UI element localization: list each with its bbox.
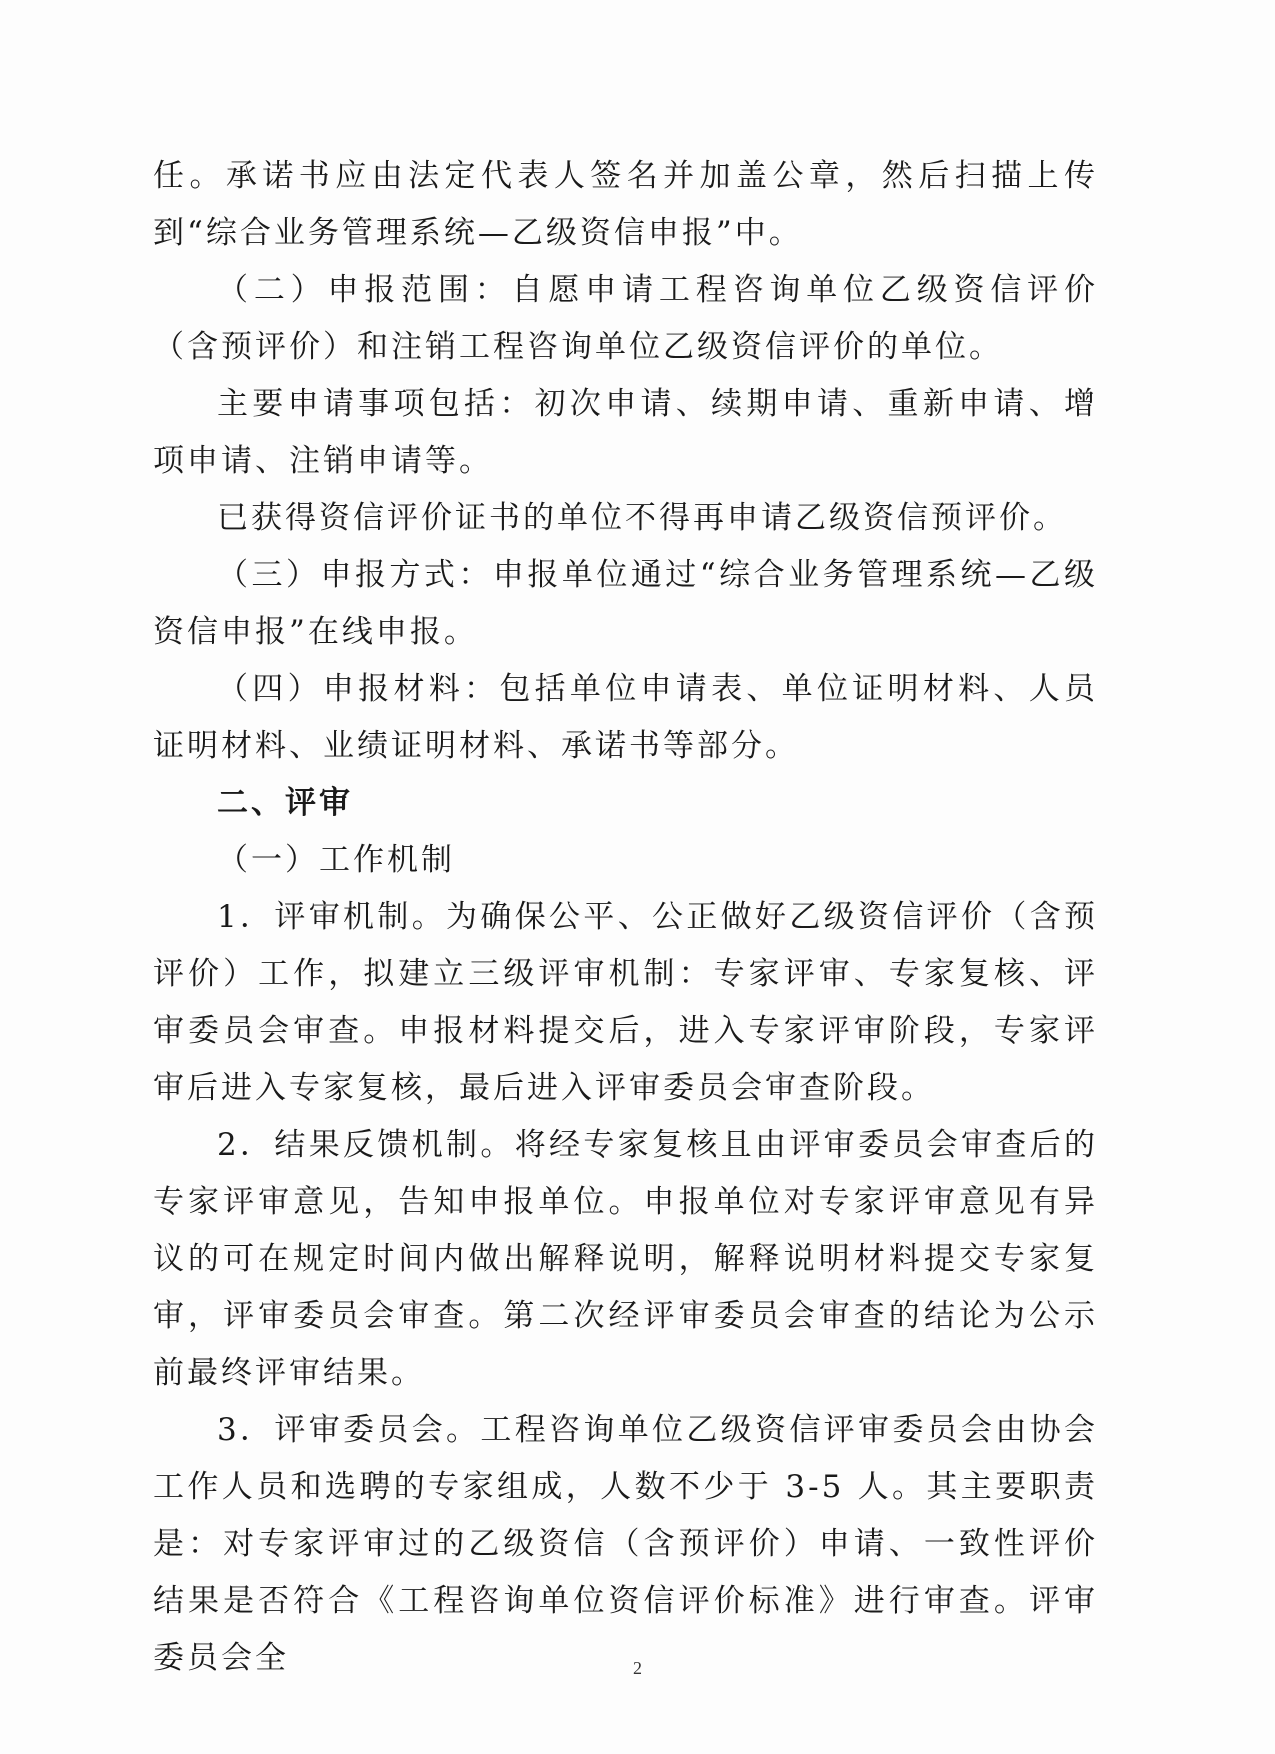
- paragraph-review-committee: 3．评审委员会。工程咨询单位乙级资信评审委员会由协会工作人员和选聘的专家组成，人数不少于 3-5 人。其主要职责是：对专家评审过的乙级资信（含预评价）申请、一致性评价结果是否符合《工程咨询单位资信评价标准》进行审查。评审委员会全: [153, 1412, 1098, 1676]
- paragraph-application-method: （三）申报方式：申报单位通过“综合业务管理系统—乙级资信申报”在线申报。: [153, 557, 1098, 650]
- paragraph-review-mechanism: 1．评审机制。为确保公平、公正做好乙级资信评价（含预评价）工作，拟建立三级评审机制：专家评审、专家复核、评审委员会审查。申报材料提交后，进入专家评审阶段，专家评审后进入专家复核，最后进入评审委员会审查阶段。: [153, 899, 1098, 1106]
- paragraph-certificate-restriction: 已获得资信评价证书的单位不得再申请乙级资信预评价。: [217, 500, 1067, 536]
- page-number: 2: [633, 1658, 642, 1678]
- paragraph-feedback-mechanism: 2．结果反馈机制。将经专家复核且由评审委员会审查后的专家评审意见，告知申报单位。申报单位对专家评审意见有异议的可在规定时间内做出解释说明，解释说明材料提交专家复审，评审委员会审查。第二次经评审委员会审查的结论为公示前最终评审结果。: [153, 1127, 1098, 1391]
- paragraph-main-items: 主要申请事项包括：初次申请、续期申请、重新申请、增项申请、注销申请等。: [153, 386, 1098, 479]
- section-heading-review: 二、评审: [217, 785, 353, 821]
- paragraph-application-materials: （四）申报材料：包括单位申请表、单位证明材料、人员证明材料、业绩证明材料、承诺书等部分。: [153, 671, 1098, 764]
- paragraph-continuation: 任。承诺书应由法定代表人签名并加盖公章，然后扫描上传到“综合业务管理系统—乙级资信申报”中。: [153, 158, 1098, 251]
- paragraph-application-scope: （二）申报范围：自愿申请工程咨询单位乙级资信评价（含预评价）和注销工程咨询单位乙级资信评价的单位。: [153, 272, 1098, 365]
- subheading-work-mechanism: （一）工作机制: [217, 842, 455, 878]
- document-body: [153, 148, 1098, 1687]
